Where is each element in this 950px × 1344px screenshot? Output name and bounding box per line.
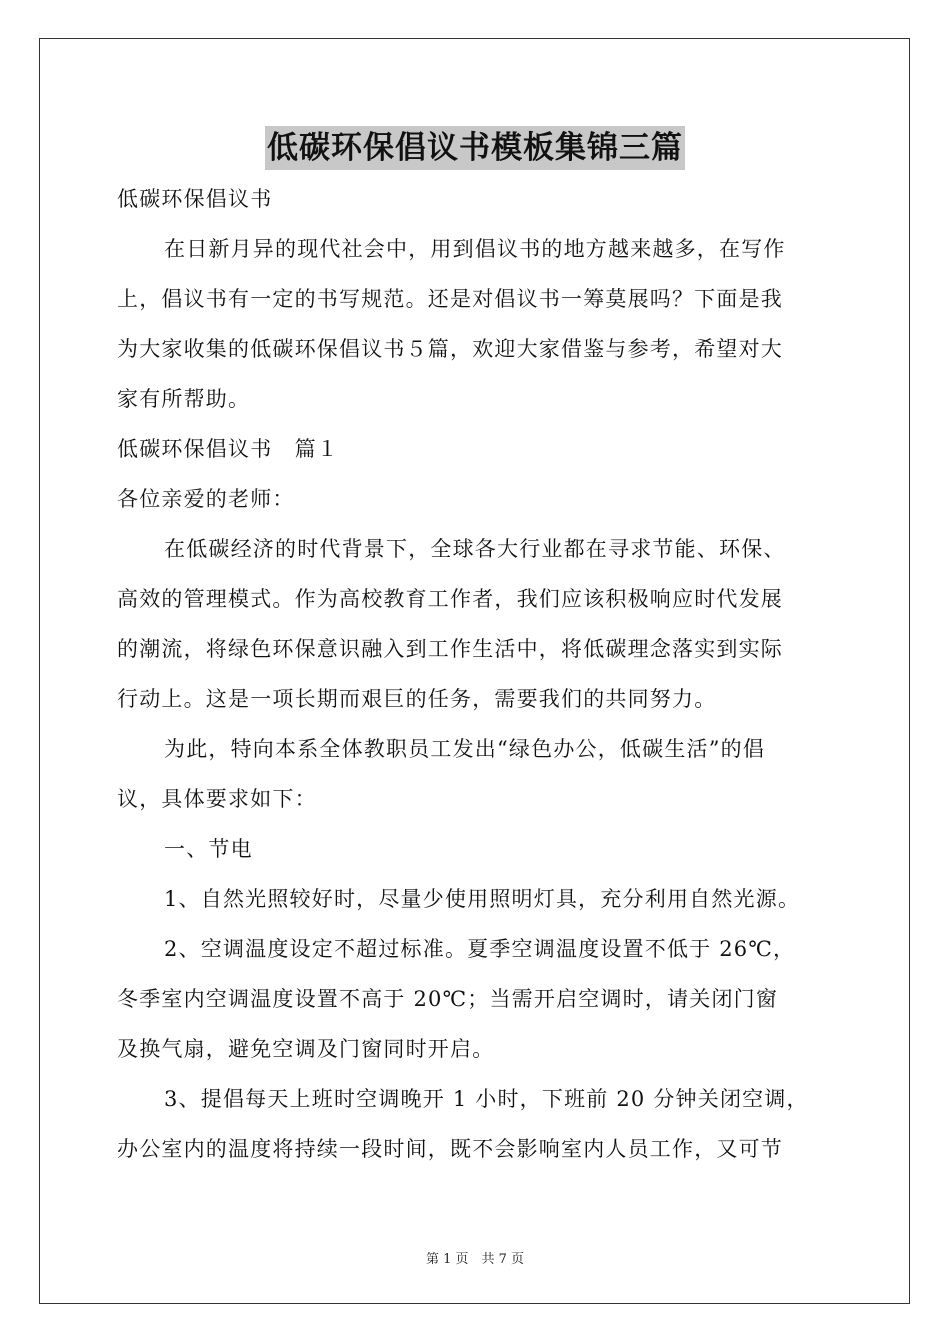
paragraph-line: 在日新月异的现代社会中，用到倡议书的地方越来越多，在写作 (164, 237, 786, 261)
section-heading: 低碳环保倡议书 篇１ (117, 437, 339, 461)
paragraph-line: 冬季室内空调温度设置不高于 20℃；当需开启空调时，请关闭门窗 (117, 987, 779, 1011)
paragraph-line: 上，倡议书有一定的书写规范。还是对倡议书一筹莫展吗？下面是我 (117, 287, 783, 311)
list-item: 3、提倡每天上班时空调晚开 1 小时，下班前 20 分钟关闭空调， (164, 1087, 809, 1111)
salutation: 各位亲爱的老师： (117, 487, 295, 511)
paragraph-line: 行动上。这是一项长期而艰巨的任务，需要我们的共同努力。 (117, 687, 717, 711)
paragraph-line: 为大家收集的低碳环保倡议书５篇，欢迎大家借鉴与参考，希望对大 (117, 337, 783, 361)
document-title: 低碳环保倡议书模板集锦三篇 (265, 126, 685, 170)
page-number-footer: 第 1 页 共 7 页 (425, 1252, 525, 1267)
paragraph-line: 为此，特向本系全体教职员工发出“绿色办公，低碳生活”的倡 (164, 737, 766, 761)
list-item: 1、自然光照较好时，尽量少使用照明灯具，充分利用自然光源。 (164, 887, 801, 911)
section-heading: 低碳环保倡议书 (117, 187, 273, 211)
paragraph-line: 及换气扇，避免空调及门窗同时开启。 (117, 1037, 495, 1061)
list-item: 2、空调温度设定不超过标准。夏季空调温度设置不低于 26℃， (164, 937, 796, 961)
page-border (39, 38, 910, 1304)
paragraph-line: 的潮流，将绿色环保意识融入到工作生活中，将低碳理念落实到实际 (117, 637, 783, 661)
paragraph-line: 家有所帮助。 (117, 387, 251, 411)
paragraph-line: 在低碳经济的时代背景下，全球各大行业都在寻求节能、环保、 (164, 537, 786, 561)
subsection-heading: 一、节电 (164, 837, 253, 861)
paragraph-line: 办公室内的温度将持续一段时间，既不会影响室内人员工作，又可节 (117, 1137, 783, 1161)
paragraph-line: 高效的管理模式。作为高校教育工作者，我们应该积极响应时代发展 (117, 587, 783, 611)
paragraph-line: 议，具体要求如下： (117, 787, 317, 811)
